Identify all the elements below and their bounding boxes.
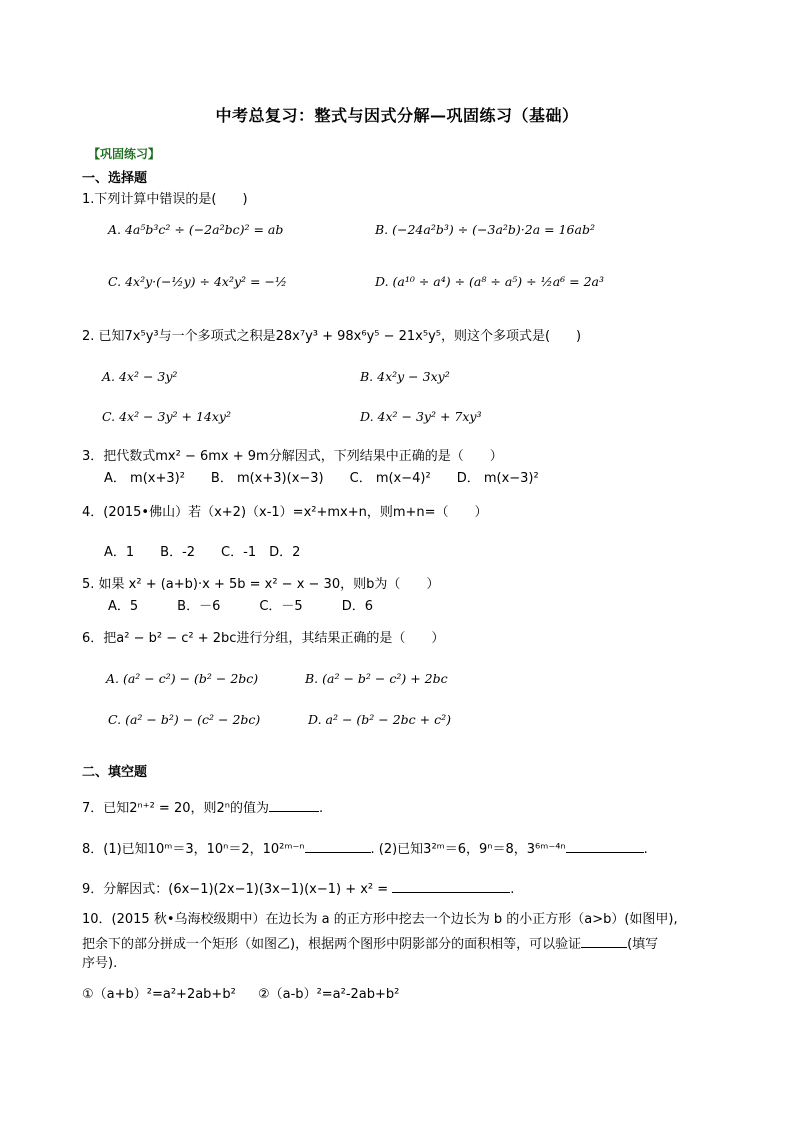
question-10-line-2-text: 把余下的部分拼成一个矩形（如图乙)，根据两个图形中阴影部分的面积相等，可以验证 [82,937,582,952]
question-8-mid: . (2)已知3²ᵐ＝6，9ⁿ＝8，3⁶ᵐ⁻⁴ⁿ [370,842,566,857]
answer-blank[interactable] [392,880,510,893]
section-tag: 【巩固练习】 [88,147,161,161]
question-4-stem: 4．(2015•佛山）若（x+2)（x-1）=x²+mx+n，则m+n=（ ） [82,505,488,520]
question-9 [82,880,514,896]
question-10-option-2: ②（a-b）²=a²-2ab+b² [258,987,400,1002]
question-1-option-a: A. 4a⁵b³c² ÷ (−2a²bc)² = ab [108,222,284,237]
question-7 [82,799,323,815]
question-1-option-d: D. (a¹⁰ ÷ a⁴) ÷ (a⁸ ÷ a⁵) ÷ ½a⁶ = 2a³ [375,274,604,289]
answer-blank[interactable] [269,799,319,812]
question-3-options: A． m(x+3)² B． m(x+3)(x−3) C． m(x−4)² D． m(x−3)² [104,471,539,486]
question-2-option-c: C. 4x² − 3y² + 14xy² [102,409,231,424]
question-1-option-b: B. (−24a²b³) ÷ (−3a²b)·2a = 16ab² [375,222,595,237]
question-2-option-a: A. 4x² − 3y² [102,369,178,384]
question-7-text: 7．已知2ⁿ⁺² = 20，则2ⁿ的值为 [82,801,269,816]
question-10-line-1: 10．(2015 秋•乌海校级期中）在边长为 a 的正方形中挖去一个边长为 b 的小正方形（a>b）(如图甲), [82,912,678,927]
question-2-stem: 2. 已知7x⁵y³与一个多项式之积是28x⁷y³ + 98x⁶y⁵ − 21x⁵y⁵，则这个多项式是( ) [82,329,582,344]
question-5-stem: 5. 如果 x² + (a+b)·x + 5b = x² − x − 30，则b为（ ） [82,577,440,592]
question-8-part1: 8．(1)已知10ᵐ＝3，10ⁿ＝2，10²ᵐ⁻ⁿ [82,842,305,857]
question-8 [82,840,648,856]
question-10-line-3: 序号). [82,956,118,971]
answer-blank[interactable] [581,935,627,948]
question-6-option-c: C. (a² − b²) − (c² − 2bc) [108,712,261,727]
question-7-end: . [318,801,324,816]
question-2-option-d: D. 4x² − 3y² + 7xy³ [360,409,482,424]
page-title: 中考总复习：整式与因式分解—巩固练习（基础） [215,106,579,125]
answer-blank[interactable] [566,840,644,853]
question-1-stem: 1.下列计算中错误的是( ) [82,192,248,207]
question-9-text: 9．分解因式：(6x−1)(2x−1)(3x−1)(x−1) + x² = [82,882,389,897]
question-6-stem: 6．把a² − b² − c² + 2bc进行分组，其结果正确的是（ ） [82,631,445,646]
question-6-option-d: D. a² − (b² − 2bc + c²) [308,712,451,727]
question-6-option-b: B. (a² − b² − c²) + 2bc [305,671,448,686]
question-1-option-c: C. 4x²y·(−½y) ÷ 4x²y² = −½ [108,274,288,289]
question-8-end: . [643,842,648,857]
question-10-option-1: ①（a+b）²=a²+2ab+b² [82,987,236,1002]
question-2-option-b: B. 4x²y − 3xy² [360,369,450,384]
question-10-line-2 [82,935,658,951]
question-10-line-2-end: (填写 [627,937,659,952]
question-3-stem: 3．把代数式mx² − 6mx + 9m分解因式，下列结果中正确的是（ ） [82,449,503,464]
question-6-option-a: A. (a² − c²) − (b² − 2bc) [106,671,259,686]
question-5-options: A．5 B．－6 C．－5 D．6 [108,599,373,614]
section-heading-choice: 一、选择题 [82,171,148,186]
question-4-options: A．1 B．-2 C．-1 D．2 [104,545,301,560]
section-heading-fill: 二、填空题 [82,765,148,780]
question-9-end: . [510,882,515,897]
answer-blank[interactable] [305,840,371,853]
